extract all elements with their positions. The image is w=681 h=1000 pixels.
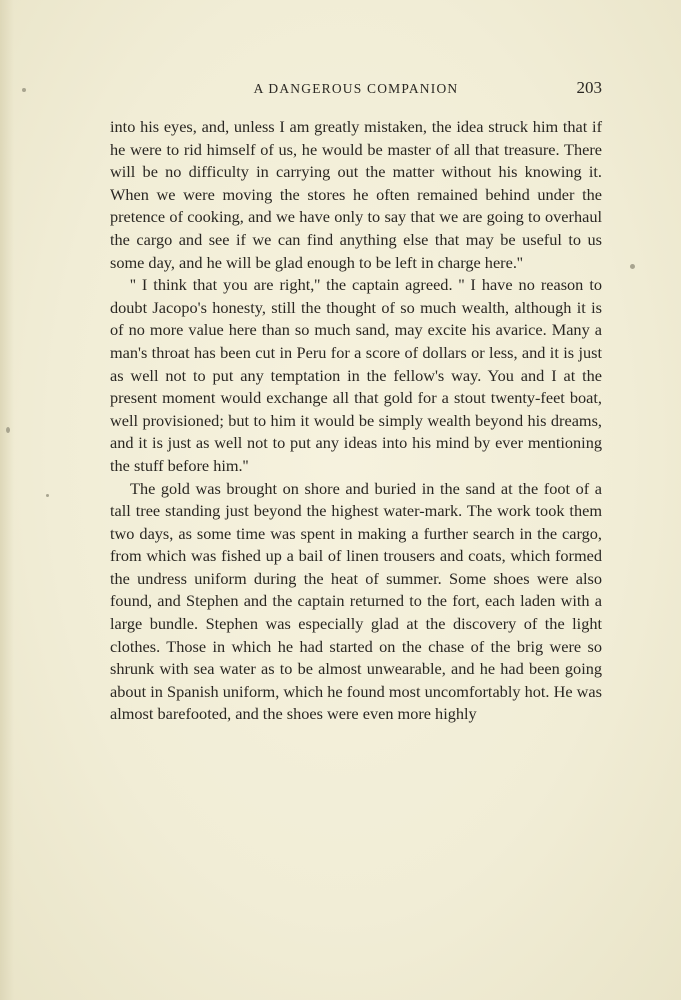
margin-speck [6, 427, 10, 433]
body-text [110, 116, 602, 726]
running-head [110, 79, 602, 101]
running-title: A DANGEROUS COMPANION [253, 81, 459, 96]
paragraph-gold-buried: The gold was brought on shore and buried in the sand at the foot of a tall tree standing just beyond the highest water-mark. The work took them two days, as some time was spent in making a further search in the cargo, from which was fished up a bail of linen trousers and coats, which formed the undress uniform during the heat of summer. Some shoes were also found, and Stephen and the captain returned to the fort, each laden with a large bundle. Stephen was especially glad at the discovery of the light clothes. Those in which he had started on the chase of the brig were so shrunk with sea water as to be almost unwearable, and he had been going about in Spanish uniform, which he found most uncomfortably hot. He was almost barefooted, and the shoes were even more highly [110, 478, 602, 724]
paragraph-captain-reply: '' I think that you are right,'' the captain agreed. '' I have no reason to doubt Jacopo's honesty, still the thought of so much wealth, although it is of no more value here than so much sand, may excite his avarice. Many a man's throat has been cut in Peru for a score of dollars or less, and it is just as well not to put any temptation in the fellow's way. You and I at the present moment would exchange all that gold for a stout twenty-feet boat, well provisioned; but to him it would be simply wealth beyond his dreams, and it is just as well not to put any ideas into his mind by ever mentioning the stuff before him.'' [110, 275, 602, 475]
page-number: 203 [576, 78, 602, 97]
paragraph-continued: into his eyes, and, unless I am greatly mistaken, the idea struck him that if he were to rid himself of us, he would be master of all that treasure. There will be no difficulty in carrying out the matter without his knowing it. When we were moving the stores he often remained behind under the pretence of cooking, and we have only to say that we are going to overhaul the cargo and see if we can find anything else that may be useful to us some day, and he will be glad enough to be left in charge here.'' [110, 117, 602, 272]
margin-speck [46, 494, 49, 497]
margin-speck [630, 264, 635, 269]
margin-speck [22, 88, 26, 92]
page-gutter-shadow [0, 0, 14, 1000]
